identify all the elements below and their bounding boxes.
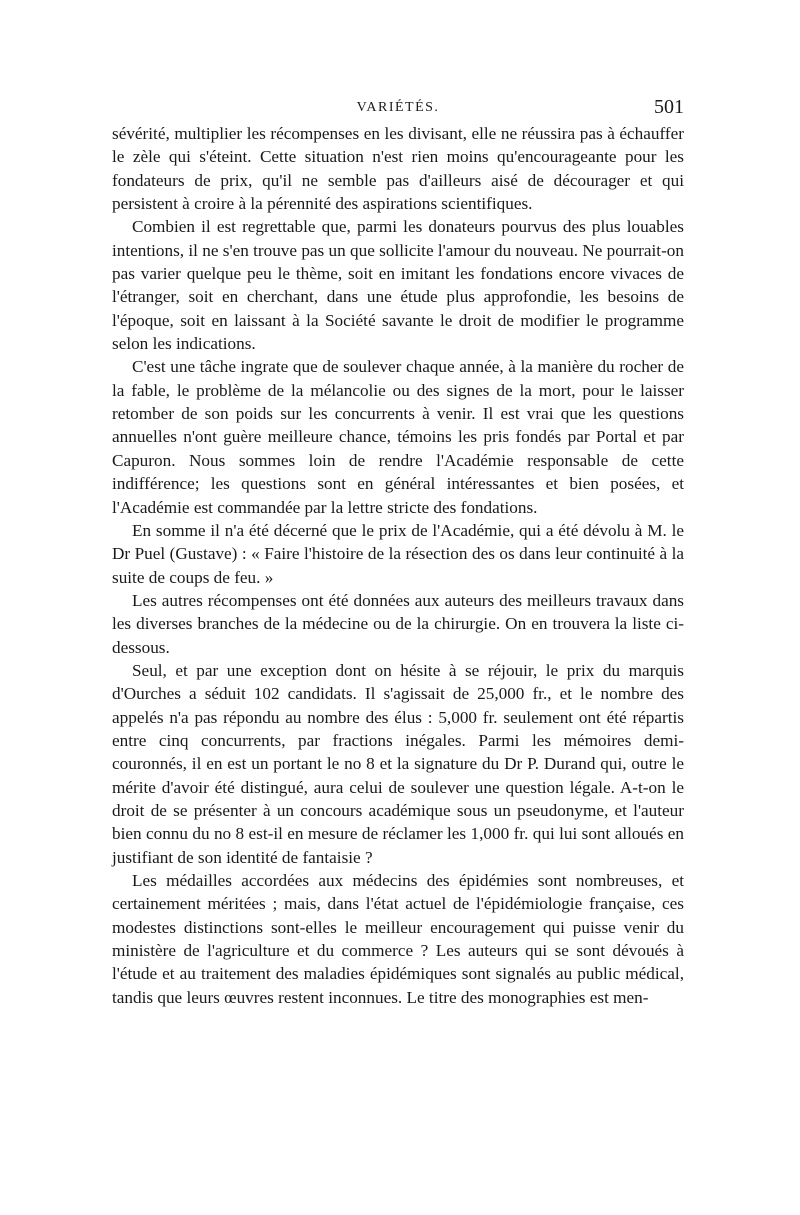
body-text	[112, 122, 684, 1009]
paragraph: Les autres récompenses ont été données aux auteurs des meilleurs travaux dans les diverses branches de la médecine ou de la chirurgie. On en trouvera la liste ci-dessous.	[112, 590, 684, 657]
book-page	[112, 96, 684, 1009]
paragraph: Les médailles accordées aux médecins des épidémies sont nombreuses, et certainement méritées ; mais, dans l'état actuel de l'épidémiologie française, ces modestes distinctions sont-elles le meilleur encouragement qui puisse venir du ministère de l'agriculture et du commerce ? Les auteurs qui se sont dévoués à l'étude et au traitement des maladies épidémiques sont signalés au public médical, tandis que leurs œuvres restent inconnues. Le titre des monographies est men-	[112, 871, 684, 1007]
paragraph: C'est une tâche ingrate que de soulever chaque année, à la manière du rocher de la fable, le problème de la mélancolie ou des signes de la mort, pour le laisser retomber de son poids sur les concurrents à venir. Il est vrai que les questions annuelles n'ont guère meilleure chance, témoins les pris fondés par Portal et par Capuron. Nous sommes loin de rendre l'Académie responsable de cette indifférence; les questions sont en général intéressantes et bien posées, et l'Académie est commandée par la lettre stricte des fondations.	[112, 357, 684, 517]
running-head	[112, 96, 684, 122]
paragraph: Combien il est regrettable que, parmi les donateurs pourvus des plus louables intentions, il ne s'en trouve pas un que sollicite l'amour du nouveau. Ne pourrait-on pas varier quelque peu le thème, soit en imitant les fondations encore vivaces de l'étranger, soit en cherchant, dans une étude plus approfondie, les besoins de l'époque, soit en laissant à la Société savante le droit de modifier le programme selon les indications.	[112, 217, 684, 354]
paragraph: Seul, et par une exception dont on hésite à se réjouir, le prix du marquis d'Ourches a séduit 102 candidats. Il s'agissait de 25,000 fr., et le nombre des appelés n'a pas répondu au nombre des élus : 5,000 fr. seulement ont été répartis entre cinq concurrents, par fractions inégales. Parmi les mémoires demi-couronnés, il en est un portant le no 8 et la signature du Dr P. Durand qui, outre le mérite d'avoir été distingué, aura celui de soulever une question légale. A-t-on le droit de se présenter à un concours académique sous un pseudonyme, et l'auteur bien connu du no 8 est-il en mesure de réclamer les 1,000 fr. qui lui sont alloués en justifiant de son identité de fantaisie ?	[112, 660, 684, 867]
paragraph: En somme il n'a été décerné que le prix de l'Académie, qui a été dévolu à M. le Dr Puel (Gustave) : « Faire l'histoire de la résection des os dans leur continuité à la suite de coups de feu. »	[112, 520, 684, 587]
page-number: 501	[654, 96, 684, 118]
paragraph: sévérité, multiplier les récompenses en les divisant, elle ne réussira pas à échauffer le zèle qui s'éteint. Cette situation n'est rien moins qu'encourageante pour les fondateurs de prix, qu'il ne semble pas d'ailleurs aisé de décourager et qui persistent à croire à la pérennité des aspirations scientifiques.	[112, 124, 684, 214]
running-title: VARIÉTÉS.	[356, 100, 440, 115]
